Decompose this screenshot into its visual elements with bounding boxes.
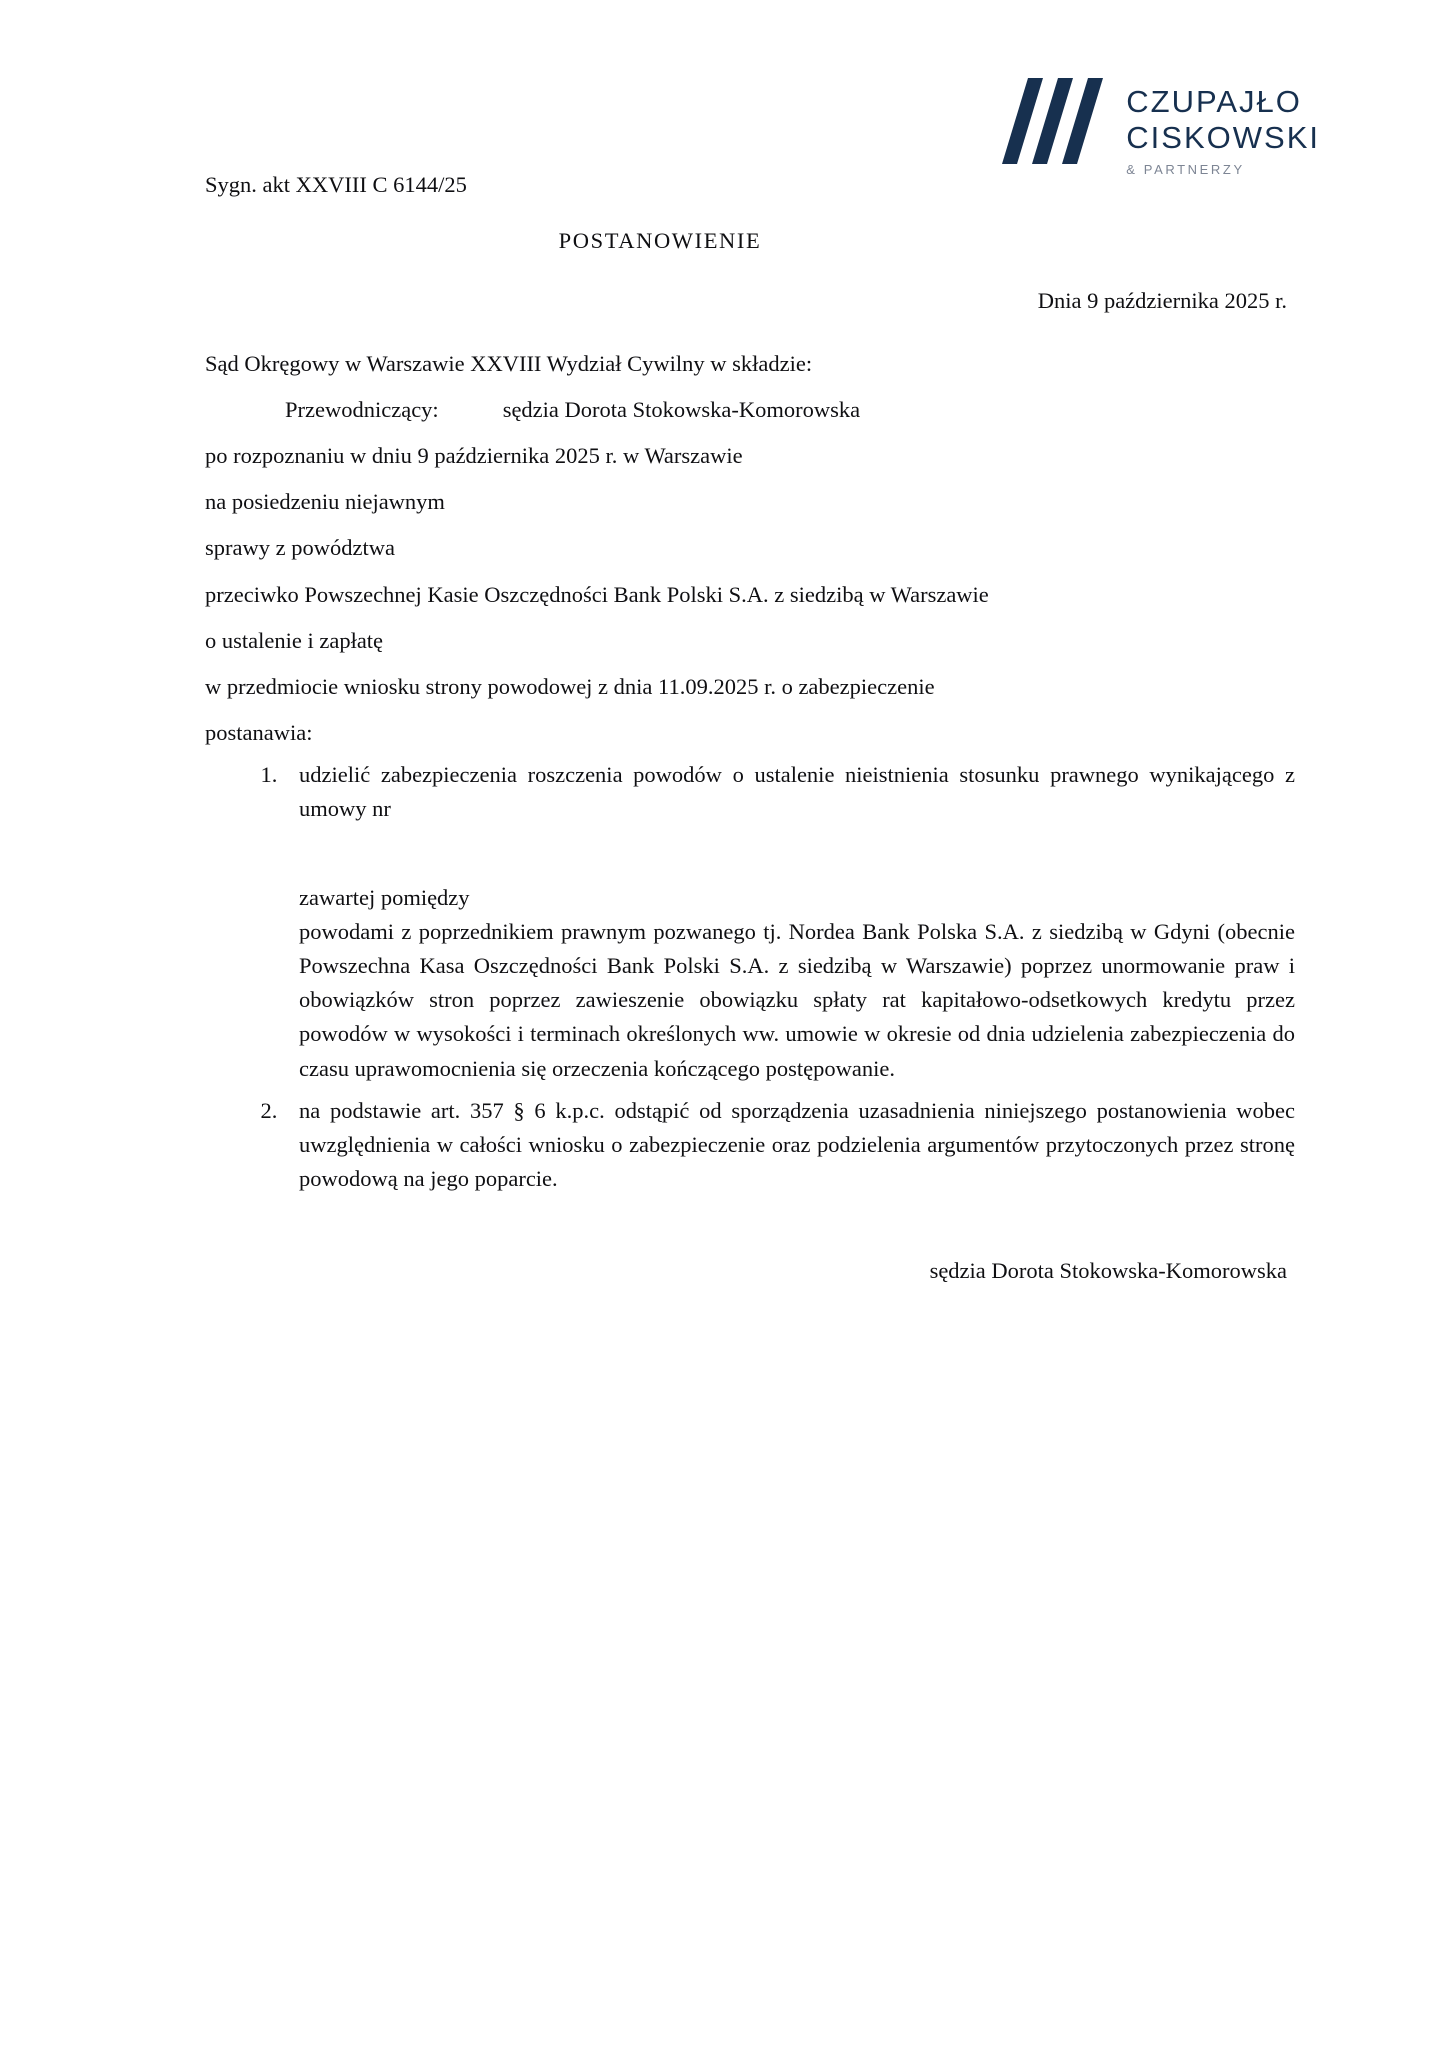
firm-name-line1: CZUPAJŁO bbox=[1126, 84, 1302, 119]
signature-line: sędzia Dorota Stokowska-Komorowska bbox=[929, 1258, 1287, 1284]
chevron-mark-icon bbox=[1002, 78, 1110, 164]
document-date: Dnia 9 października 2025 r. bbox=[1037, 288, 1287, 314]
firm-logo bbox=[1002, 78, 1320, 177]
chair-name: sędzia Dorota Stokowska-Komorowska bbox=[502, 396, 861, 422]
firm-name-sub: & PARTNERZY bbox=[1126, 161, 1245, 177]
plaintiff-line: sprawy z powództwa bbox=[205, 535, 395, 561]
item-1-blank-space bbox=[299, 827, 1295, 881]
case-number: Sygn. akt XXVIII C 6144/25 bbox=[205, 172, 467, 197]
item-1-part2: powodami z poprzednikiem prawnym pozwanego tj. Nordea Bank Polska S.A. z siedzibą w Gdyni (obecnie Powszechna Kasa Oszczędności Bank Polski S.A. z siedzibą w Warszawie) poprzez unormowanie praw i obowiązków stron poprzez zawieszenie obowiązku spłaty rat kapitałowo-odsetkowych kredytu przez powodów w wysokości i terminach określonych ww. umowie w okresie od dnia udzielenia zabezpieczenia do czasu uprawomocnienia się orzeczenia kończącego postępowanie. bbox=[299, 918, 1295, 1081]
chair-label: Przewodniczący: bbox=[285, 396, 439, 422]
chair-row bbox=[205, 393, 1295, 427]
firm-logo-text bbox=[1126, 78, 1320, 177]
list-item bbox=[283, 1094, 1295, 1197]
case-subject-line: o ustalenie i zapłatę bbox=[205, 627, 384, 653]
decision-items-list bbox=[205, 758, 1295, 1196]
court-composition: Sąd Okręgowy w Warszawie XXVIII Wydział Cywilny w składzie: bbox=[205, 350, 813, 376]
document-body bbox=[205, 168, 1295, 1311]
decides-line: postanawia: bbox=[205, 720, 313, 746]
motion-subject-line: w przedmiocie wniosku strony powodowej z dnia 11.09.2025 r. o zabezpieczenie bbox=[205, 673, 935, 699]
session-type-line: na posiedzeniu niejawnym bbox=[205, 489, 445, 515]
list-item bbox=[283, 758, 1295, 1086]
hearing-line: po rozpoznaniu w dniu 9 października 2025 r. w Warszawie bbox=[205, 442, 743, 468]
defendant-line: przeciwko Powszechnej Kasie Oszczędności Bank Polski S.A. z siedzibą w Warszawie bbox=[205, 581, 989, 607]
item-2-part1: 2. na podstawie art. 357 § 6 k.p.c. odstąpić od sporządzenia uzasadnienia niniejszego postanowienia wobec uwzględnienia w całości wniosku o zabezpieczenie oraz podzielenia argumentów przytoczonych przez stronę powodową na jego poparcie. bbox=[299, 1097, 1295, 1192]
document-title: POSTANOWIENIE bbox=[558, 228, 762, 254]
firm-name-line2: CISKOWSKI bbox=[1126, 119, 1320, 155]
item-1-part1: 1. udzielić zabezpieczenia roszczenia powodów o ustalenie nieistnienia stosunku prawnego wynikającego z umowy nr bbox=[299, 762, 1295, 822]
item-1-fragment: zawartej pomiędzy bbox=[299, 884, 470, 910]
